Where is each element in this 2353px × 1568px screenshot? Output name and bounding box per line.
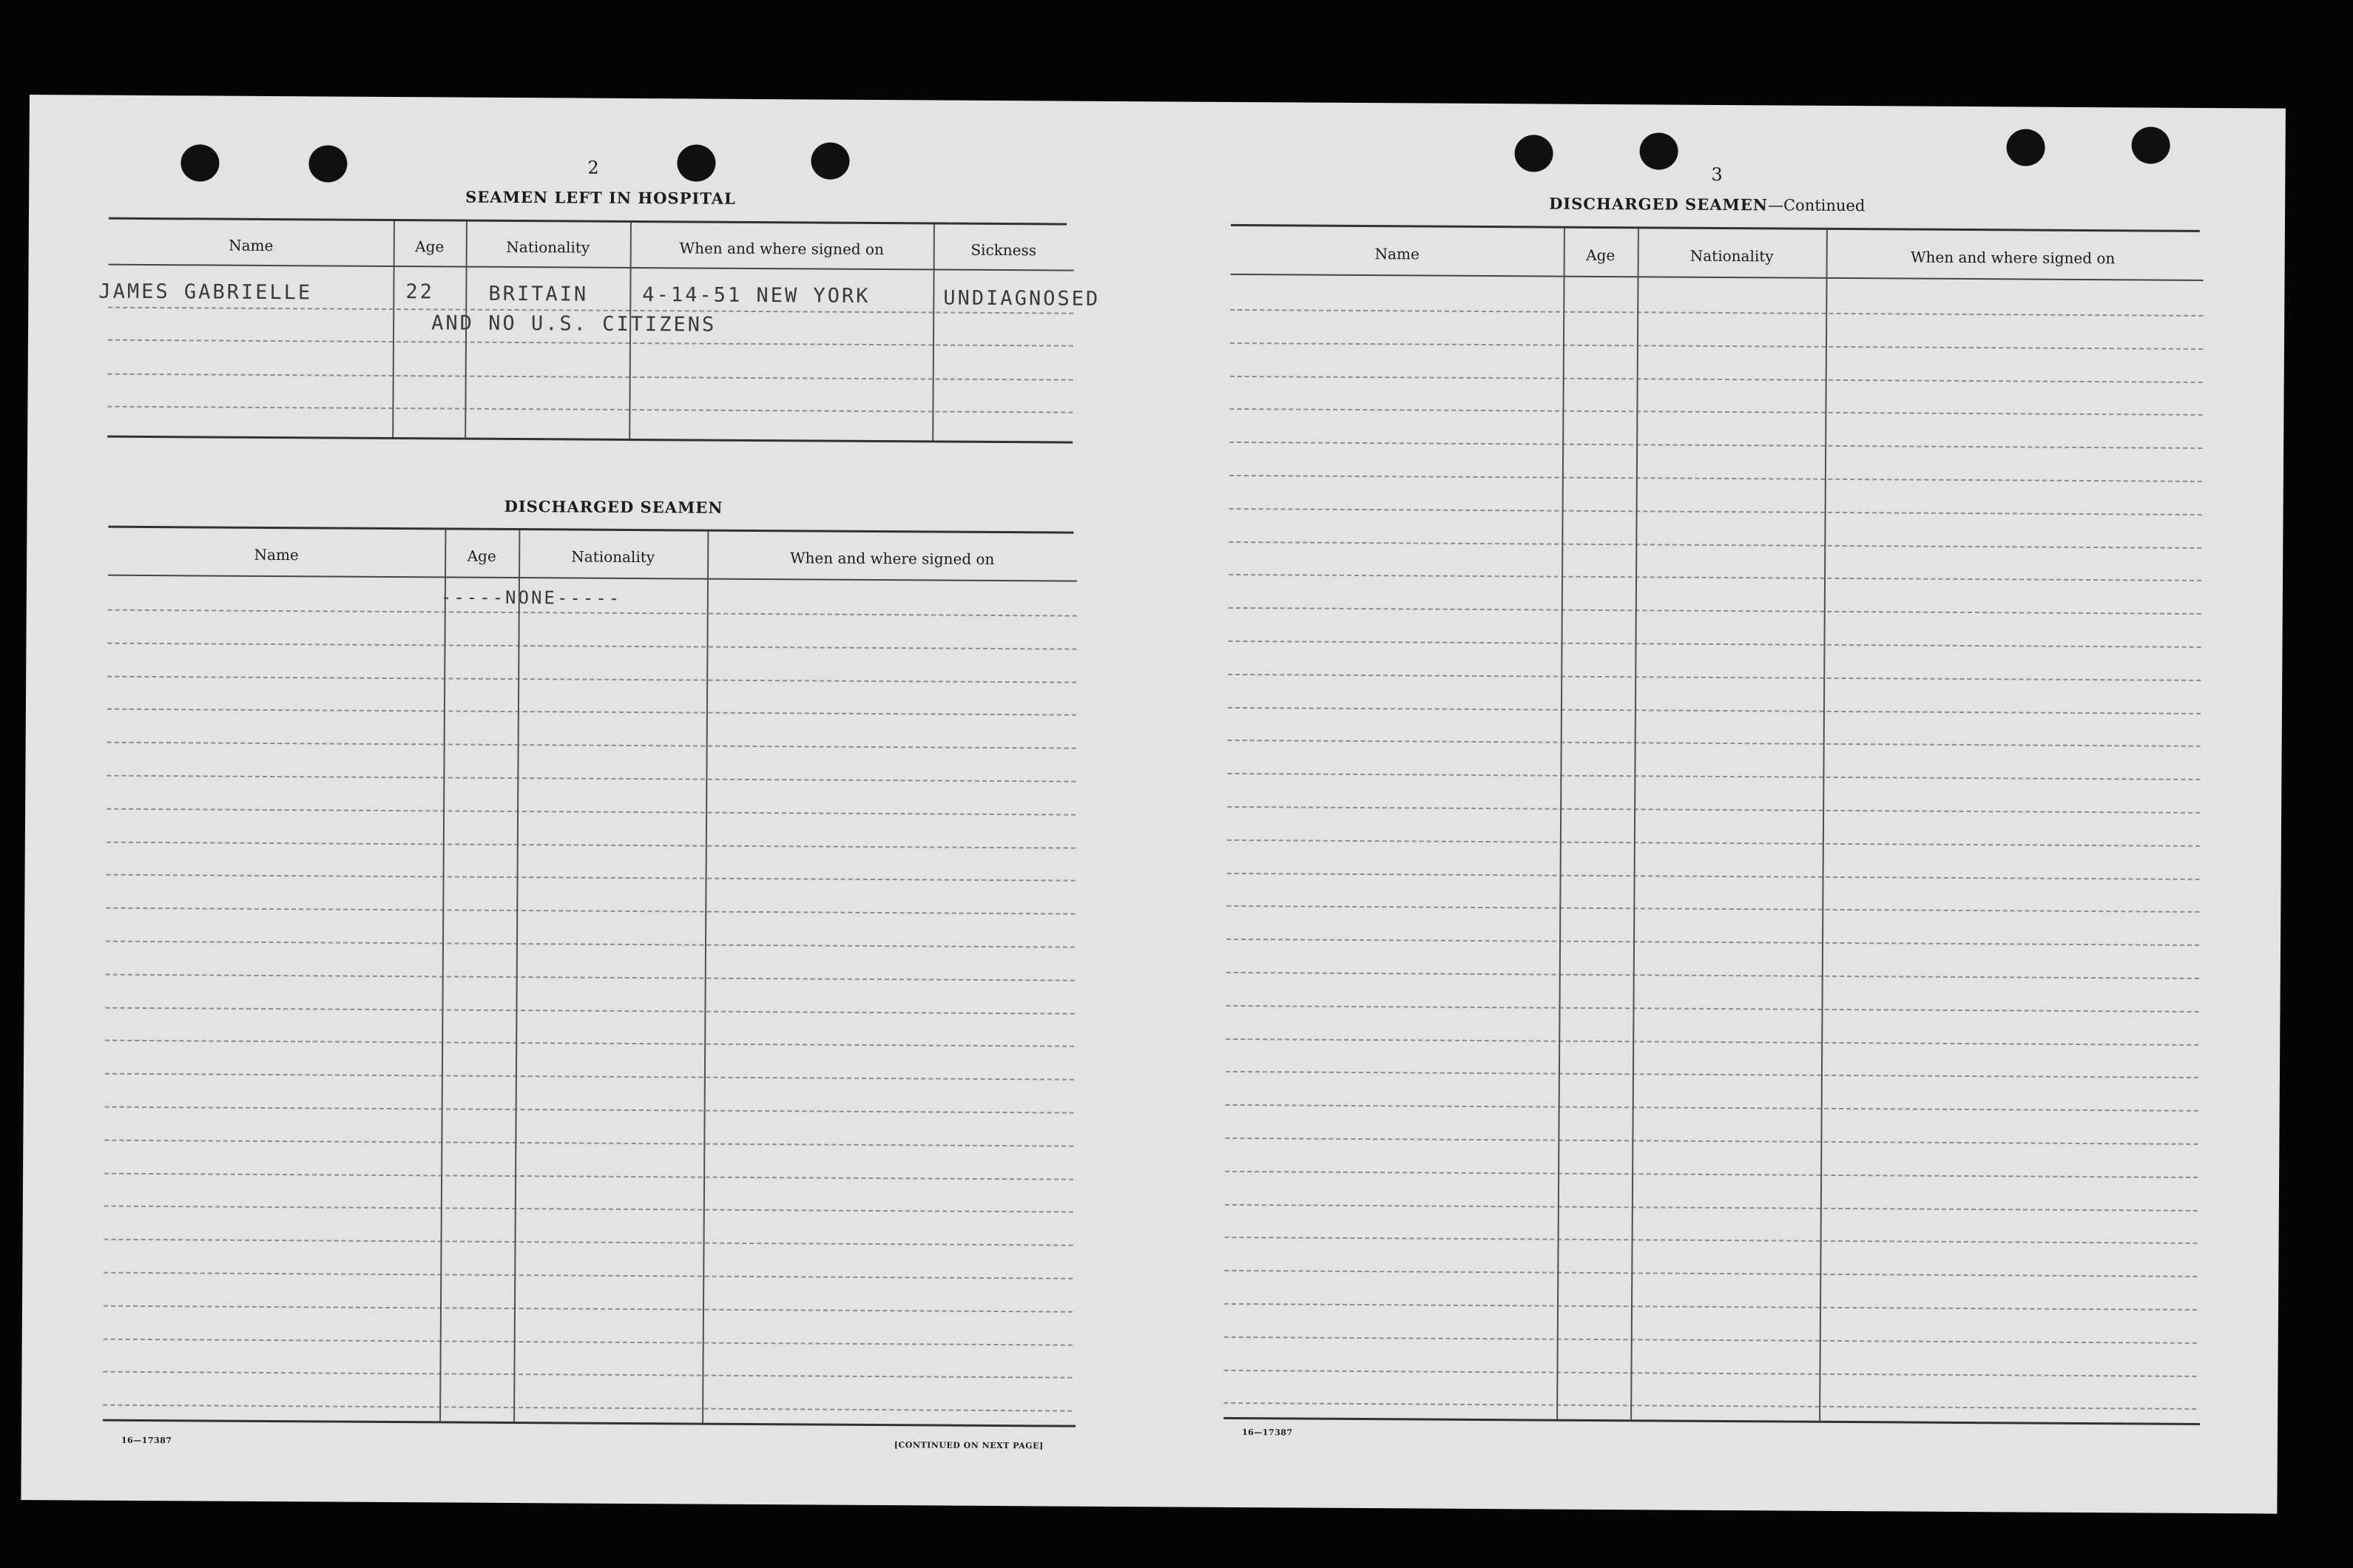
ruled-line bbox=[108, 609, 1077, 617]
ruled-line bbox=[1226, 1071, 2198, 1078]
punch-hole bbox=[677, 144, 715, 181]
hospital-row-rule bbox=[108, 374, 1073, 381]
ruled-line bbox=[105, 1106, 1074, 1114]
ruled-line bbox=[1226, 939, 2199, 946]
ruled-line bbox=[1226, 905, 2199, 913]
ruled-line bbox=[1226, 1005, 2198, 1013]
ruled-line bbox=[107, 742, 1076, 749]
ruled-line bbox=[106, 941, 1075, 948]
hospital-header-rule bbox=[109, 264, 1074, 271]
discharged-header-rule bbox=[108, 575, 1077, 582]
right-col-signed-on: When and where signed on bbox=[1910, 248, 2116, 268]
hospital-table-top-rule bbox=[109, 217, 1067, 226]
hospital-entry-note: AND NO U.S. CITIZENS bbox=[431, 311, 717, 337]
ruled-line bbox=[107, 643, 1076, 650]
page-number-right: 3 bbox=[1711, 163, 1723, 185]
punch-hole bbox=[180, 144, 219, 181]
discharged-col-age: Age bbox=[467, 547, 496, 565]
discharged-none-entry: -----NONE----- bbox=[440, 587, 622, 609]
right-row-rules bbox=[30, 95, 2286, 109]
ruled-line bbox=[1226, 972, 2199, 979]
ruled-line bbox=[1229, 508, 2202, 516]
hospital-row-rule bbox=[107, 406, 1073, 413]
ruled-line bbox=[104, 1140, 1073, 1147]
discharged-table-bottom-rule bbox=[103, 1419, 1076, 1427]
right-table-top-rule bbox=[1231, 224, 2200, 232]
ruled-line bbox=[1227, 773, 2200, 780]
ruled-line bbox=[105, 1007, 1074, 1015]
hospital-section-title: SEAMEN LEFT IN HOSPITAL bbox=[465, 187, 736, 208]
right-title-continued: —Continued bbox=[1767, 196, 1866, 215]
punch-hole bbox=[1514, 135, 1553, 172]
ruled-line bbox=[107, 676, 1076, 683]
ruled-line bbox=[1225, 1237, 2198, 1244]
discharged-col-name: Name bbox=[254, 545, 299, 564]
ruled-line bbox=[104, 1272, 1073, 1280]
ruled-line bbox=[1229, 541, 2201, 549]
ruled-line bbox=[105, 1073, 1074, 1081]
ruled-line bbox=[103, 1371, 1072, 1379]
right-col-name: Name bbox=[1374, 245, 1419, 263]
ruled-line bbox=[106, 974, 1075, 981]
ruled-line bbox=[1225, 1171, 2198, 1178]
ruled-line bbox=[1226, 1038, 2198, 1046]
punch-hole bbox=[811, 142, 849, 179]
ruled-line bbox=[107, 842, 1076, 849]
ruled-line bbox=[1229, 475, 2202, 482]
ruled-line bbox=[1223, 1370, 2196, 1377]
discharged-section-title: DISCHARGED SEAMEN bbox=[504, 496, 723, 517]
ruled-line bbox=[1230, 309, 2203, 317]
ruled-line bbox=[1230, 342, 2203, 350]
punch-hole bbox=[2131, 126, 2170, 163]
right-section-title bbox=[1549, 195, 1865, 215]
ruled-line bbox=[104, 1239, 1073, 1246]
footer-code-right: 16—17387 bbox=[1241, 1427, 1293, 1438]
ruled-line bbox=[1228, 674, 2201, 681]
ruled-line bbox=[104, 1173, 1073, 1180]
right-col-divider bbox=[1630, 229, 1639, 1419]
ruled-line bbox=[105, 1040, 1074, 1047]
right-table-bottom-rule bbox=[1223, 1417, 2200, 1425]
ruled-line bbox=[104, 1305, 1073, 1313]
hospital-table-bottom-rule bbox=[107, 436, 1073, 444]
hospital-entry-sickness: UNDIAGNOSED bbox=[943, 286, 1101, 311]
right-col-divider bbox=[1819, 230, 1828, 1421]
ruled-line bbox=[107, 808, 1076, 816]
ledger-sheet bbox=[21, 95, 2286, 1514]
ruled-line bbox=[1229, 442, 2202, 449]
hospital-col-divider bbox=[932, 224, 935, 440]
hospital-entry-age: 22 bbox=[405, 280, 434, 304]
right-col-nationality: Nationality bbox=[1689, 246, 1774, 266]
ruled-line bbox=[1227, 806, 2200, 814]
page-number-left: 2 bbox=[587, 157, 599, 178]
hospital-col-nationality: Nationality bbox=[506, 237, 590, 257]
ruled-line bbox=[1226, 1104, 2198, 1112]
hospital-col-age: Age bbox=[415, 237, 445, 256]
hospital-col-signed-on: When and where signed on bbox=[679, 239, 884, 259]
footer-continued-note: [CONTINUED ON NEXT PAGE] bbox=[894, 1440, 1044, 1451]
hospital-row-rule bbox=[108, 339, 1073, 347]
ruled-line bbox=[107, 709, 1076, 716]
right-col-age: Age bbox=[1586, 246, 1616, 265]
ruled-line bbox=[1227, 839, 2200, 847]
ruled-line bbox=[1224, 1336, 2197, 1344]
ruled-line bbox=[1225, 1204, 2198, 1212]
ruled-line bbox=[1224, 1303, 2197, 1311]
ruled-line bbox=[104, 1206, 1073, 1213]
discharged-row-rules bbox=[30, 95, 2286, 109]
hospital-col-name: Name bbox=[229, 236, 274, 255]
right-col-divider bbox=[1556, 229, 1565, 1419]
ruled-line bbox=[106, 908, 1075, 915]
ruled-line bbox=[1223, 1402, 2196, 1410]
hospital-col-sickness: Sickness bbox=[970, 240, 1037, 260]
hospital-entry-name: JAMES GABRIELLE bbox=[98, 280, 313, 305]
right-title-main: DISCHARGED SEAMEN bbox=[1549, 194, 1769, 214]
hospital-entry-nationality: BRITAIN bbox=[488, 282, 589, 306]
ruled-line bbox=[1229, 641, 2201, 648]
ruled-line bbox=[104, 1339, 1073, 1346]
ruled-line bbox=[1224, 1270, 2197, 1277]
discharged-col-nationality: Nationality bbox=[571, 547, 655, 567]
ruled-line bbox=[1228, 740, 2201, 747]
ruled-line bbox=[107, 874, 1076, 882]
ruled-line bbox=[1225, 1138, 2198, 1145]
footer-code-left: 16—17387 bbox=[121, 1435, 172, 1446]
discharged-col-signed-on: When and where signed on bbox=[789, 549, 995, 568]
ruled-line bbox=[107, 775, 1076, 783]
ruled-line bbox=[103, 1405, 1072, 1412]
ruled-line bbox=[1229, 607, 2201, 615]
hospital-entry-signed-on: 4-14-51 NEW YORK bbox=[642, 283, 871, 308]
discharged-table-top-rule bbox=[108, 526, 1073, 534]
ruled-line bbox=[1227, 873, 2200, 880]
ruled-line bbox=[1230, 376, 2203, 383]
ruled-line bbox=[1229, 574, 2201, 581]
punch-hole bbox=[1639, 132, 1678, 169]
hospital-col-divider bbox=[392, 221, 395, 437]
right-header-rule bbox=[1231, 274, 2204, 281]
punch-hole bbox=[308, 145, 347, 182]
punch-hole bbox=[2006, 129, 2045, 166]
ruled-line bbox=[1229, 408, 2202, 416]
ruled-line bbox=[1228, 707, 2201, 714]
